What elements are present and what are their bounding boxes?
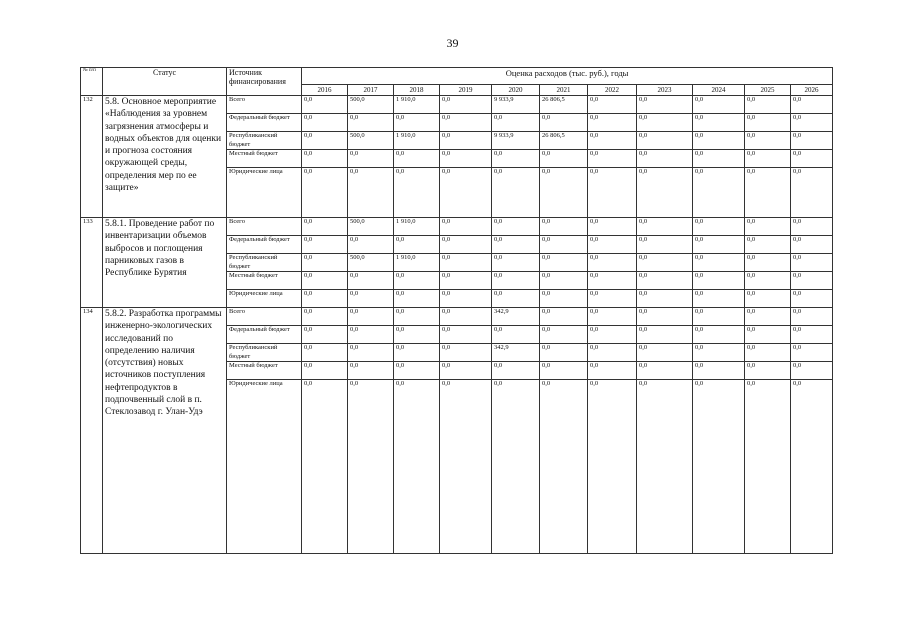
value-cell: 0,0 (791, 218, 833, 236)
funding-source-cell: Федеральный бюджет (227, 326, 302, 344)
value-cell: 0,0 (394, 272, 440, 290)
value-cell: 0,0 (302, 308, 348, 326)
funding-source-cell: Республиканский бюджет (227, 132, 302, 150)
value-cell: 1 910,0 (394, 132, 440, 150)
value-cell: 0,0 (394, 308, 440, 326)
value-cell: 0,0 (693, 290, 745, 308)
value-cell: 0,0 (588, 236, 637, 254)
value-cell: 0,0 (745, 272, 791, 290)
value-cell: 0,0 (492, 380, 540, 554)
value-cell: 0,0 (302, 236, 348, 254)
value-cell: 0,0 (693, 236, 745, 254)
table-row (81, 218, 833, 236)
value-cell: 0,0 (588, 308, 637, 326)
value-cell: 0,0 (745, 290, 791, 308)
value-cell: 0,0 (588, 326, 637, 344)
funding-source-cell: Юридические лица (227, 380, 302, 554)
value-cell: 0,0 (637, 168, 693, 218)
value-cell: 0,0 (693, 326, 745, 344)
value-cell: 0,0 (791, 132, 833, 150)
value-cell: 0,0 (791, 272, 833, 290)
header-year: 2025 (745, 85, 791, 96)
value-cell: 0,0 (745, 236, 791, 254)
value-cell: 0,0 (440, 254, 492, 272)
value-cell: 0,0 (791, 326, 833, 344)
status-cell: 5.8. Основное мероприятие «Наблюдения за уровнем загрязнения атмосферы и водных объектов для оценки и прогноза состояния окружающей среды, определения мер по ее защите» (103, 96, 227, 218)
value-cell: 0,0 (302, 168, 348, 218)
value-cell: 0,0 (637, 132, 693, 150)
value-cell: 0,0 (440, 132, 492, 150)
value-cell: 0,0 (540, 362, 588, 380)
value-cell: 0,0 (791, 290, 833, 308)
value-cell: 0,0 (588, 114, 637, 132)
value-cell: 0,0 (637, 218, 693, 236)
value-cell: 0,0 (637, 290, 693, 308)
value-cell: 0,0 (348, 362, 394, 380)
value-cell: 0,0 (492, 254, 540, 272)
value-cell: 0,0 (302, 150, 348, 168)
value-cell: 1 910,0 (394, 218, 440, 236)
value-cell: 0,0 (791, 380, 833, 554)
status-cell: 5.8.2. Разработка программы инженерно-экологических исследований по определению наличия (отсутствия) новых источников поступления нефтепродуктов в подпочвенный слой в п. Стеклозавод г. Улан-Удэ (103, 308, 227, 554)
value-cell: 1 910,0 (394, 96, 440, 114)
value-cell: 0,0 (791, 168, 833, 218)
value-cell: 0,0 (588, 254, 637, 272)
value-cell: 0,0 (637, 96, 693, 114)
value-cell: 9 933,9 (492, 96, 540, 114)
value-cell: 9 933,9 (492, 132, 540, 150)
value-cell: 0,0 (745, 326, 791, 344)
value-cell: 0,0 (540, 272, 588, 290)
value-cell: 0,0 (394, 362, 440, 380)
value-cell: 0,0 (440, 168, 492, 218)
value-cell: 0,0 (693, 380, 745, 554)
value-cell: 0,0 (440, 272, 492, 290)
value-cell: 0,0 (394, 326, 440, 344)
value-cell: 0,0 (348, 272, 394, 290)
value-cell: 0,0 (637, 380, 693, 554)
value-cell: 0,0 (540, 380, 588, 554)
value-cell: 0,0 (540, 254, 588, 272)
value-cell: 0,0 (302, 132, 348, 150)
value-cell: 0,0 (540, 236, 588, 254)
header-year: 2020 (492, 85, 540, 96)
value-cell: 0,0 (394, 114, 440, 132)
value-cell: 342,9 (492, 308, 540, 326)
value-cell: 0,0 (540, 168, 588, 218)
funding-source-cell: Республиканский бюджет (227, 254, 302, 272)
value-cell: 0,0 (791, 150, 833, 168)
value-cell: 0,0 (588, 150, 637, 168)
value-cell: 0,0 (302, 326, 348, 344)
value-cell: 0,0 (394, 236, 440, 254)
value-cell: 500,0 (348, 132, 394, 150)
value-cell: 0,0 (693, 308, 745, 326)
value-cell: 0,0 (348, 326, 394, 344)
header-status: Статус (103, 68, 227, 96)
value-cell: 0,0 (348, 168, 394, 218)
value-cell: 500,0 (348, 218, 394, 236)
funding-source-cell: Юридические лица (227, 168, 302, 218)
value-cell: 0,0 (637, 344, 693, 362)
header-year: 2024 (693, 85, 745, 96)
row-number: 134 (81, 308, 103, 554)
value-cell: 0,0 (791, 254, 833, 272)
value-cell: 0,0 (588, 132, 637, 150)
value-cell: 0,0 (302, 380, 348, 554)
value-cell: 0,0 (440, 236, 492, 254)
value-cell: 0,0 (440, 150, 492, 168)
value-cell: 0,0 (440, 362, 492, 380)
value-cell: 0,0 (302, 362, 348, 380)
value-cell: 0,0 (540, 150, 588, 168)
value-cell: 0,0 (588, 380, 637, 554)
header-row (81, 68, 833, 85)
funding-source-cell: Всего (227, 218, 302, 236)
value-cell: 26 806,5 (540, 96, 588, 114)
header-num: № п/п (81, 68, 103, 96)
value-cell: 0,0 (348, 114, 394, 132)
value-cell: 0,0 (440, 344, 492, 362)
value-cell: 0,0 (492, 114, 540, 132)
funding-source-cell: Федеральный бюджет (227, 236, 302, 254)
value-cell: 1 910,0 (394, 254, 440, 272)
page-number: 39 (446, 36, 459, 50)
value-cell: 0,0 (588, 272, 637, 290)
value-cell: 0,0 (588, 96, 637, 114)
value-cell: 0,0 (348, 308, 394, 326)
value-cell: 500,0 (348, 254, 394, 272)
value-cell: 0,0 (588, 218, 637, 236)
value-cell: 0,0 (745, 132, 791, 150)
value-cell: 0,0 (302, 290, 348, 308)
value-cell: 0,0 (440, 290, 492, 308)
value-cell: 0,0 (637, 272, 693, 290)
value-cell: 0,0 (492, 150, 540, 168)
value-cell: 0,0 (791, 344, 833, 362)
value-cell: 0,0 (440, 380, 492, 554)
value-cell: 0,0 (693, 96, 745, 114)
value-cell: 0,0 (394, 168, 440, 218)
value-cell: 0,0 (540, 218, 588, 236)
value-cell: 0,0 (302, 254, 348, 272)
header-year: 2022 (588, 85, 637, 96)
table-body (81, 68, 833, 554)
funding-source-cell: Всего (227, 96, 302, 114)
value-cell: 0,0 (302, 344, 348, 362)
header-year: 2021 (540, 85, 588, 96)
value-cell: 0,0 (588, 362, 637, 380)
value-cell: 0,0 (492, 326, 540, 344)
value-cell: 0,0 (745, 254, 791, 272)
funding-source-cell: Федеральный бюджет (227, 114, 302, 132)
table-row (81, 308, 833, 326)
header-expense-estimate: Оценка расходов (тыс. руб.), годы (302, 68, 833, 85)
value-cell: 0,0 (693, 362, 745, 380)
header-source: Источник финансирования (227, 68, 302, 96)
funding-source-cell: Местный бюджет (227, 150, 302, 168)
value-cell: 0,0 (394, 344, 440, 362)
value-cell: 0,0 (791, 308, 833, 326)
value-cell: 0,0 (637, 308, 693, 326)
value-cell: 0,0 (745, 344, 791, 362)
value-cell: 0,0 (348, 150, 394, 168)
value-cell: 0,0 (693, 344, 745, 362)
funding-source-cell: Местный бюджет (227, 362, 302, 380)
value-cell: 0,0 (440, 96, 492, 114)
value-cell: 0,0 (348, 236, 394, 254)
value-cell: 0,0 (492, 218, 540, 236)
value-cell: 0,0 (588, 290, 637, 308)
header-year: 2018 (394, 85, 440, 96)
value-cell: 0,0 (540, 290, 588, 308)
value-cell: 0,0 (492, 362, 540, 380)
value-cell: 0,0 (394, 290, 440, 308)
value-cell: 0,0 (693, 254, 745, 272)
row-number: 133 (81, 218, 103, 308)
value-cell: 0,0 (637, 236, 693, 254)
funding-source-cell: Юридические лица (227, 290, 302, 308)
value-cell: 0,0 (588, 344, 637, 362)
value-cell: 0,0 (745, 114, 791, 132)
value-cell: 0,0 (745, 380, 791, 554)
value-cell: 0,0 (348, 344, 394, 362)
value-cell: 0,0 (492, 168, 540, 218)
value-cell: 0,0 (693, 150, 745, 168)
expenditure-table (80, 67, 833, 554)
value-cell: 26 806,5 (540, 132, 588, 150)
value-cell: 0,0 (492, 272, 540, 290)
value-cell: 0,0 (745, 218, 791, 236)
value-cell: 0,0 (540, 344, 588, 362)
value-cell: 0,0 (492, 236, 540, 254)
status-cell: 5.8.1. Проведение работ по инвентаризации объемов выбросов и поглощения парниковых газов в Республике Бурятия (103, 218, 227, 308)
funding-source-cell: Республиканский бюджет (227, 344, 302, 362)
value-cell: 342,9 (492, 344, 540, 362)
funding-source-cell: Местный бюджет (227, 272, 302, 290)
value-cell: 0,0 (745, 362, 791, 380)
value-cell: 0,0 (440, 326, 492, 344)
value-cell: 0,0 (637, 362, 693, 380)
value-cell: 0,0 (440, 218, 492, 236)
value-cell: 500,0 (348, 96, 394, 114)
value-cell: 0,0 (693, 168, 745, 218)
value-cell: 0,0 (791, 114, 833, 132)
value-cell: 0,0 (791, 96, 833, 114)
value-cell: 0,0 (693, 272, 745, 290)
value-cell: 0,0 (637, 150, 693, 168)
value-cell: 0,0 (745, 96, 791, 114)
value-cell: 0,0 (540, 308, 588, 326)
value-cell: 0,0 (348, 290, 394, 308)
value-cell: 0,0 (693, 132, 745, 150)
header-year: 2026 (791, 85, 833, 96)
header-year: 2017 (348, 85, 394, 96)
row-number: 132 (81, 96, 103, 218)
value-cell: 0,0 (440, 114, 492, 132)
value-cell: 0,0 (637, 114, 693, 132)
value-cell: 0,0 (588, 168, 637, 218)
value-cell: 0,0 (540, 114, 588, 132)
funding-source-cell: Всего (227, 308, 302, 326)
value-cell: 0,0 (791, 236, 833, 254)
header-year: 2023 (637, 85, 693, 96)
value-cell: 0,0 (791, 362, 833, 380)
value-cell: 0,0 (302, 272, 348, 290)
value-cell: 0,0 (693, 114, 745, 132)
table-row (81, 96, 833, 114)
value-cell: 0,0 (302, 114, 348, 132)
value-cell: 0,0 (745, 150, 791, 168)
value-cell: 0,0 (693, 218, 745, 236)
value-cell: 0,0 (540, 326, 588, 344)
value-cell: 0,0 (637, 326, 693, 344)
header-year: 2016 (302, 85, 348, 96)
value-cell: 0,0 (745, 168, 791, 218)
value-cell: 0,0 (745, 308, 791, 326)
value-cell: 0,0 (440, 308, 492, 326)
value-cell: 0,0 (394, 380, 440, 554)
value-cell: 0,0 (492, 290, 540, 308)
value-cell: 0,0 (302, 96, 348, 114)
value-cell: 0,0 (637, 254, 693, 272)
value-cell: 0,0 (348, 380, 394, 554)
header-year: 2019 (440, 85, 492, 96)
value-cell: 0,0 (394, 150, 440, 168)
value-cell: 0,0 (302, 218, 348, 236)
